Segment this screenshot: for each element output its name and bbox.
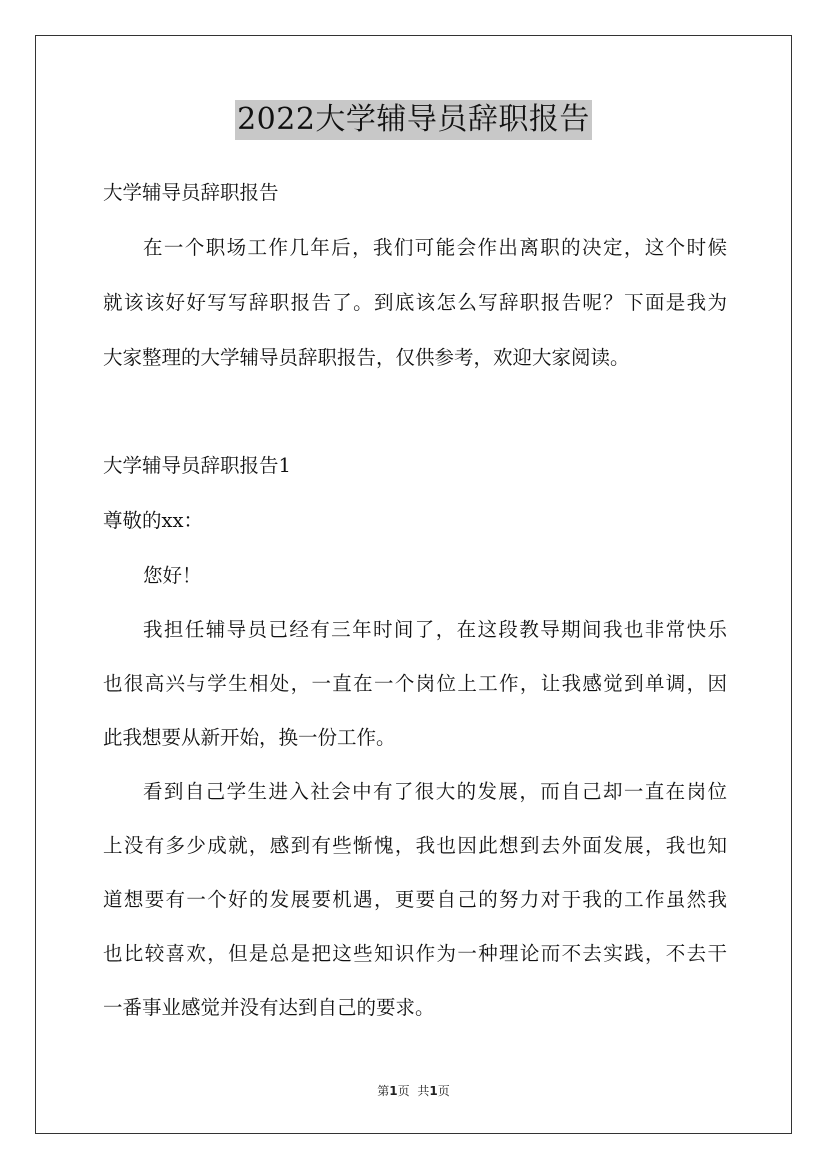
document-subtitle: 大学辅导员辞职报告 <box>103 181 279 204</box>
page-total: 1 <box>429 1084 438 1098</box>
paragraph2-line-5: 一番事业感觉并没有达到自己的要求。 <box>103 996 435 1019</box>
document-title: 2022大学辅导员辞职报告 <box>235 100 592 140</box>
page-prefix: 第 <box>377 1084 390 1098</box>
paragraph2-line-4: 也比较喜欢，但是总是把这些知识作为一种理论而不去实践，不去干 <box>103 942 727 965</box>
page-current: 1 <box>389 1084 398 1098</box>
paragraph2-line-3: 道想要有一个好的发展要机遇，更要自己的努力对于我的工作虽然我 <box>103 888 727 911</box>
salutation: 尊敬的xx： <box>103 509 203 532</box>
paragraph1-line-1: 我担任辅导员已经有三年时间了，在这段教导期间我也非常快乐 <box>143 618 727 641</box>
intro-line-1: 在一个职场工作几年后，我们可能会作出离职的决定，这个时候 <box>143 236 727 259</box>
paragraph1-line-3: 此我想要从新开始，换一份工作。 <box>103 726 396 749</box>
paragraph2-line-2: 上没有多少成就，感到有些惭愧，我也因此想到去外面发展，我也知 <box>103 834 727 857</box>
paragraph1-line-2: 也很高兴与学生相处，一直在一个岗位上工作，让我感觉到单调，因 <box>103 672 727 695</box>
page-suffix: 页 <box>397 1084 410 1098</box>
total-prefix: 共 <box>417 1084 430 1098</box>
total-suffix: 页 <box>437 1084 450 1098</box>
greeting: 您好！ <box>143 564 202 587</box>
section-title: 大学辅导员辞职报告1 <box>103 454 291 477</box>
title-container <box>0 100 827 140</box>
page-footer <box>0 1082 827 1099</box>
paragraph2-line-1: 看到自己学生进入社会中有了很大的发展，而自己却一直在岗位 <box>143 780 727 803</box>
intro-line-3: 大家整理的大学辅导员辞职报告，仅供参考，欢迎大家阅读。 <box>103 346 630 369</box>
intro-line-2: 就该该好好写写辞职报告了。到底该怎么写辞职报告呢？下面是我为 <box>103 291 727 314</box>
